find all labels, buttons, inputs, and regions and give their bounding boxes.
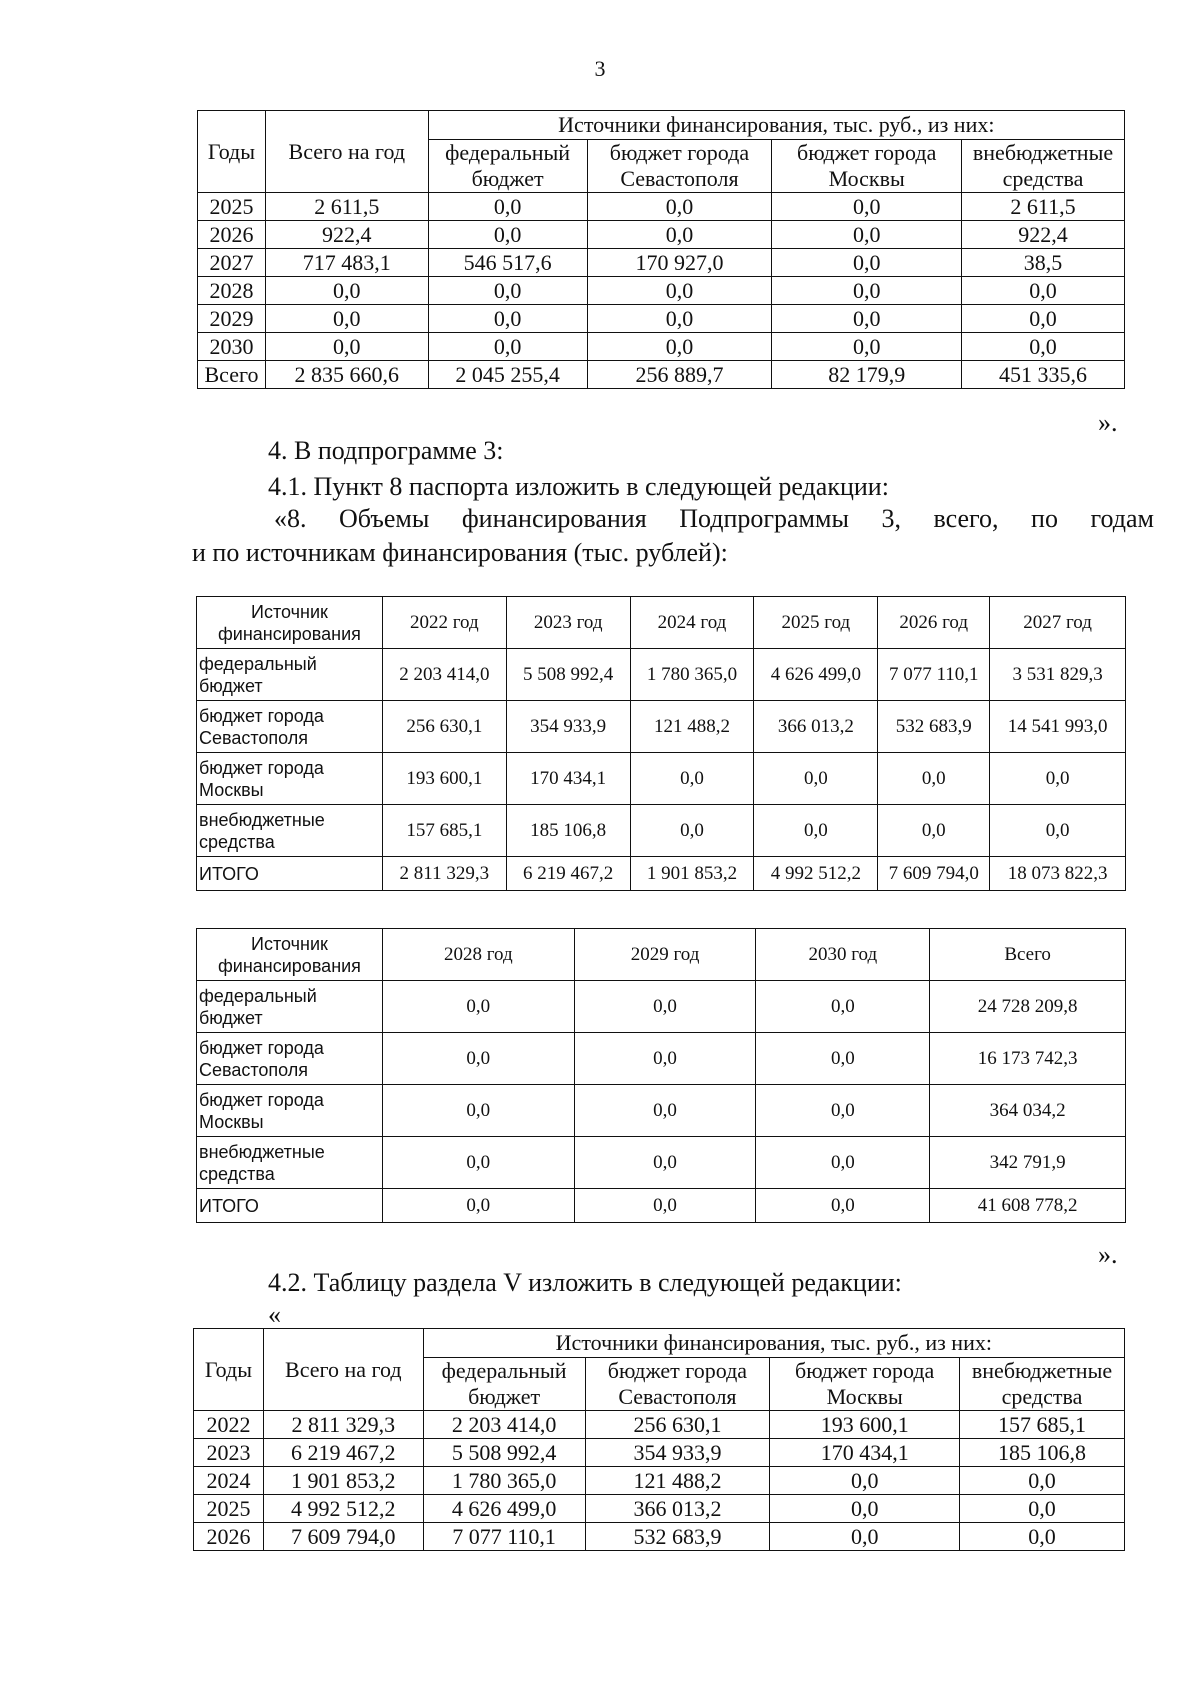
table-cell: 0,0: [587, 333, 772, 361]
table-cell: 0,0: [772, 221, 962, 249]
table-cell: 0,0: [428, 333, 587, 361]
table-cell: 0,0: [962, 333, 1125, 361]
table-row: [197, 701, 1126, 753]
table-row: [197, 805, 1126, 857]
table-cell: 2025: [194, 1495, 264, 1523]
table-cell: 2022: [194, 1411, 264, 1439]
table-cell: 0,0: [962, 305, 1125, 333]
table-row: [194, 1411, 1125, 1439]
table-cell: 0,0: [574, 1033, 756, 1085]
financing-table-subprogram-2: [197, 110, 1125, 389]
col-sources: Источники финансирования, тыс. руб., из них:: [428, 111, 1124, 140]
table-cell: 451 335,6: [962, 361, 1125, 389]
table-cell: 4 626 499,0: [754, 649, 878, 701]
table-cell: 2 611,5: [265, 193, 428, 221]
table-cell: 0,0: [587, 221, 772, 249]
table-cell: 0,0: [772, 333, 962, 361]
table-cell: 1 901 853,2: [630, 857, 754, 891]
col-year: 2024 год: [630, 597, 754, 649]
table-cell: 0,0: [382, 1085, 574, 1137]
table-row: [197, 1137, 1126, 1189]
table-cell: 0,0: [265, 305, 428, 333]
col-year: 2029 год: [574, 929, 756, 981]
financing-table-2022-2027: [196, 596, 1126, 891]
table-row: [197, 857, 1126, 891]
table-cell: 0,0: [770, 1467, 960, 1495]
col-year: 2022 год: [382, 597, 506, 649]
table-cell: 4 992 512,2: [754, 857, 878, 891]
table-row: [197, 753, 1126, 805]
row-label: ИТОГО: [197, 857, 383, 891]
table-row: [198, 221, 1125, 249]
table-cell: 0,0: [574, 981, 756, 1033]
table-cell: 14 541 993,0: [990, 701, 1126, 753]
paragraph-8-line1: «8. Объемы финансирования Подпрограммы 3, всего, по годам: [274, 504, 1154, 533]
col-source: Источник финансирования: [197, 597, 383, 649]
table-row: [194, 1523, 1125, 1551]
table-cell: 121 488,2: [585, 1467, 770, 1495]
page-number: 3: [594, 56, 606, 81]
table-cell: 364 034,2: [930, 1085, 1126, 1137]
table-cell: 0,0: [960, 1495, 1125, 1523]
table-cell: 366 013,2: [585, 1495, 770, 1523]
table-cell: 41 608 778,2: [930, 1189, 1126, 1223]
table-cell: 2 835 660,6: [265, 361, 428, 389]
table-cell: 0,0: [382, 981, 574, 1033]
table-cell: 6 219 467,2: [506, 857, 630, 891]
table-row: [194, 1495, 1125, 1523]
table-cell: 342 791,9: [930, 1137, 1126, 1189]
table-row: [198, 249, 1125, 277]
table-cell: 0,0: [772, 277, 962, 305]
table-cell: 193 600,1: [770, 1411, 960, 1439]
col-year: 2023 год: [506, 597, 630, 649]
paragraph-4-2: 4.2. Таблицу раздела V изложить в следующей редакции:: [268, 1268, 902, 1297]
table-row: [197, 1085, 1126, 1137]
table-cell: 0,0: [772, 305, 962, 333]
col-federal: федеральный бюджет: [428, 140, 587, 193]
col-total: Всего на год: [265, 111, 428, 193]
table-cell: 0,0: [754, 805, 878, 857]
table-cell: 185 106,8: [506, 805, 630, 857]
table-cell: 170 927,0: [587, 249, 772, 277]
financing-table-section-v: [193, 1328, 1125, 1551]
col-moscow: бюджет города Москвы: [772, 140, 962, 193]
table-cell: 7 609 794,0: [263, 1523, 423, 1551]
col-year: 2027 год: [990, 597, 1126, 649]
table-cell: 2026: [194, 1523, 264, 1551]
table-cell: 185 106,8: [960, 1439, 1125, 1467]
table-cell: 0,0: [960, 1523, 1125, 1551]
col-year: 2026 год: [878, 597, 990, 649]
table-cell: 3 531 829,3: [990, 649, 1126, 701]
table-cell: 157 685,1: [960, 1411, 1125, 1439]
table-cell: 157 685,1: [382, 805, 506, 857]
col-year: 2028 год: [382, 929, 574, 981]
row-label: внебюджетные средства: [197, 1137, 383, 1189]
paragraph-4: 4. В подпрограмме 3:: [268, 436, 504, 465]
table-cell: 0,0: [428, 305, 587, 333]
table-cell: 354 933,9: [585, 1439, 770, 1467]
col-year: 2025 год: [754, 597, 878, 649]
table-cell: 0,0: [962, 277, 1125, 305]
closing-quote-2: ».: [1098, 1240, 1118, 1269]
table-row: [194, 1439, 1125, 1467]
row-label: федеральный бюджет: [197, 981, 383, 1033]
table-row: [197, 649, 1126, 701]
table-cell: 922,4: [962, 221, 1125, 249]
table-cell: 0,0: [428, 193, 587, 221]
paragraph-4-1: 4.1. Пункт 8 паспорта изложить в следующей редакции:: [268, 472, 889, 501]
financing-table-2028-2030: [196, 928, 1126, 1223]
col-sevastopol: бюджет города Севастополя: [585, 1358, 770, 1411]
table-cell: 170 434,1: [506, 753, 630, 805]
table-row: [197, 1189, 1126, 1223]
table-row: [197, 1033, 1126, 1085]
table-cell: 0,0: [382, 1137, 574, 1189]
table-cell: 2023: [194, 1439, 264, 1467]
table-cell: 717 483,1: [265, 249, 428, 277]
col-federal: федеральный бюджет: [423, 1358, 585, 1411]
table-cell: 2 203 414,0: [382, 649, 506, 701]
table-cell: 0,0: [587, 193, 772, 221]
table-cell: 0,0: [990, 753, 1126, 805]
col-years: Годы: [194, 1329, 264, 1411]
table-cell: 1 901 853,2: [263, 1467, 423, 1495]
table-cell: 0,0: [754, 753, 878, 805]
table-cell: 0,0: [756, 1189, 930, 1223]
row-label: бюджет города Москвы: [197, 1085, 383, 1137]
col-years: Годы: [198, 111, 266, 193]
table-row: [197, 981, 1126, 1033]
col-extra: внебюджетные средства: [960, 1358, 1125, 1411]
table-cell: 2 811 329,3: [382, 857, 506, 891]
row-label: бюджет города Севастополя: [197, 1033, 383, 1085]
table-row: [198, 305, 1125, 333]
table-cell: 82 179,9: [772, 361, 962, 389]
table-cell: 24 728 209,8: [930, 981, 1126, 1033]
table-row: [198, 333, 1125, 361]
table-cell: 6 219 467,2: [263, 1439, 423, 1467]
table-row: [194, 1467, 1125, 1495]
table-cell: 0,0: [756, 1085, 930, 1137]
table-cell: 0,0: [574, 1137, 756, 1189]
row-label: федеральный бюджет: [197, 649, 383, 701]
col-sevastopol: бюджет города Севастополя: [587, 140, 772, 193]
table-cell: 170 434,1: [770, 1439, 960, 1467]
table-cell: 532 683,9: [878, 701, 990, 753]
col-total: Всего на год: [263, 1329, 423, 1411]
table-cell: 354 933,9: [506, 701, 630, 753]
table-cell: 0,0: [990, 805, 1126, 857]
closing-quote-1: ».: [1098, 408, 1118, 437]
table-cell: 0,0: [770, 1523, 960, 1551]
table-cell: 0,0: [428, 221, 587, 249]
paragraph-8-line2: и по источникам финансирования (тыс. рублей):: [192, 538, 728, 567]
table-cell: 0,0: [878, 753, 990, 805]
table-cell: 366 013,2: [754, 701, 878, 753]
table-cell: 256 630,1: [382, 701, 506, 753]
table-cell: 0,0: [878, 805, 990, 857]
table-cell: 7 077 110,1: [878, 649, 990, 701]
row-label: бюджет города Москвы: [197, 753, 383, 805]
table-cell: 193 600,1: [382, 753, 506, 805]
col-moscow: бюджет города Москвы: [770, 1358, 960, 1411]
table-cell: 2 811 329,3: [263, 1411, 423, 1439]
table-row: [198, 193, 1125, 221]
table-cell: 0,0: [265, 277, 428, 305]
row-label: ИТОГО: [197, 1189, 383, 1223]
table-cell: 2030: [198, 333, 266, 361]
table-cell: 2025: [198, 193, 266, 221]
table-cell: 0,0: [756, 1137, 930, 1189]
table-cell: 0,0: [630, 805, 754, 857]
table-cell: Всего: [198, 361, 266, 389]
table-cell: 7 609 794,0: [878, 857, 990, 891]
table-cell: 0,0: [770, 1495, 960, 1523]
row-label: бюджет города Севастополя: [197, 701, 383, 753]
table-cell: 0,0: [772, 249, 962, 277]
table-cell: 0,0: [382, 1189, 574, 1223]
table-cell: 0,0: [756, 1033, 930, 1085]
col-extra: внебюджетные средства: [962, 140, 1125, 193]
table-cell: 922,4: [265, 221, 428, 249]
table-cell: 18 073 822,3: [990, 857, 1126, 891]
table-cell: 2 611,5: [962, 193, 1125, 221]
table-cell: 0,0: [960, 1467, 1125, 1495]
table-cell: 0,0: [574, 1085, 756, 1137]
table-cell: 532 683,9: [585, 1523, 770, 1551]
table-cell: 2026: [198, 221, 266, 249]
col-sources: Источники финансирования, тыс. руб., из них:: [423, 1329, 1124, 1358]
table-cell: 0,0: [574, 1189, 756, 1223]
table-cell: 38,5: [962, 249, 1125, 277]
table-cell: 256 889,7: [587, 361, 772, 389]
table-cell: 4 626 499,0: [423, 1495, 585, 1523]
table-cell: 4 992 512,2: [263, 1495, 423, 1523]
table-cell: 2024: [194, 1467, 264, 1495]
table-cell: 0,0: [428, 277, 587, 305]
table-cell: 121 488,2: [630, 701, 754, 753]
col-year: Всего: [930, 929, 1126, 981]
table-cell: 0,0: [382, 1033, 574, 1085]
table-row: [198, 361, 1125, 389]
table-cell: 5 508 992,4: [423, 1439, 585, 1467]
table-cell: 2029: [198, 305, 266, 333]
table-cell: 0,0: [587, 305, 772, 333]
table-cell: 0,0: [772, 193, 962, 221]
table-cell: 5 508 992,4: [506, 649, 630, 701]
table-cell: 2 045 255,4: [428, 361, 587, 389]
table-cell: 256 630,1: [585, 1411, 770, 1439]
table-cell: 0,0: [265, 333, 428, 361]
table-cell: 0,0: [630, 753, 754, 805]
col-year: 2030 год: [756, 929, 930, 981]
open-quote: «: [268, 1300, 281, 1329]
col-source: Источник финансирования: [197, 929, 383, 981]
row-label: внебюджетные средства: [197, 805, 383, 857]
table-cell: 2027: [198, 249, 266, 277]
table-cell: 2 203 414,0: [423, 1411, 585, 1439]
table-cell: 16 173 742,3: [930, 1033, 1126, 1085]
table-cell: 1 780 365,0: [630, 649, 754, 701]
table-cell: 2028: [198, 277, 266, 305]
table-cell: 0,0: [587, 277, 772, 305]
table-cell: 546 517,6: [428, 249, 587, 277]
table-cell: 7 077 110,1: [423, 1523, 585, 1551]
table-cell: 1 780 365,0: [423, 1467, 585, 1495]
table-cell: 0,0: [756, 981, 930, 1033]
table-row: [198, 277, 1125, 305]
